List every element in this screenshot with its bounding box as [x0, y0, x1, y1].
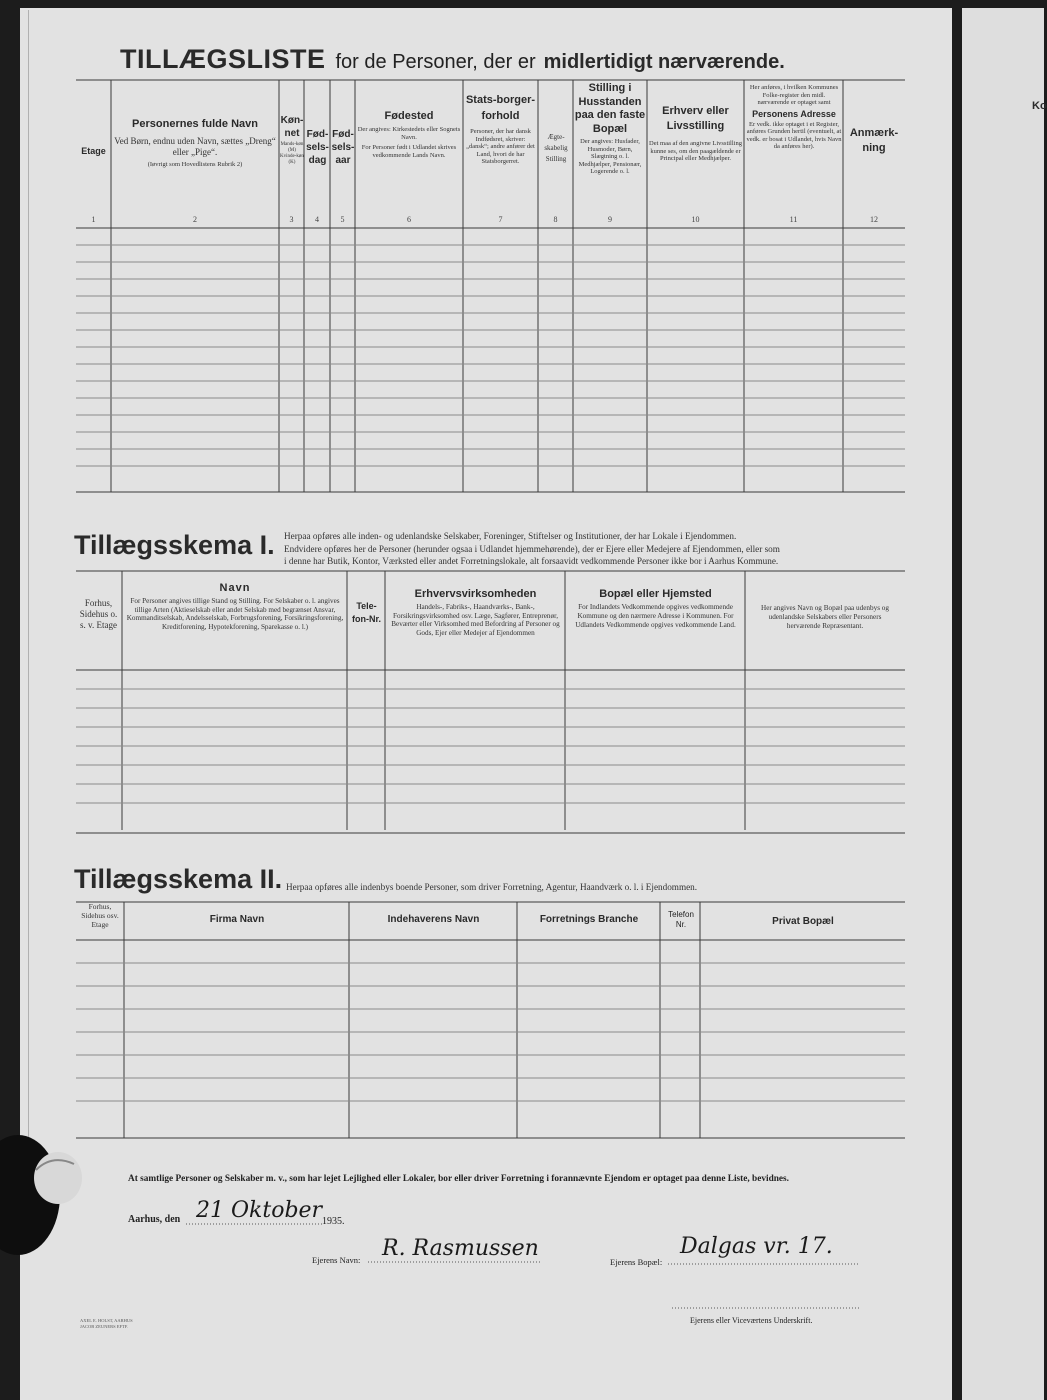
- col-erhverv-header: Erhverv eller Livsstilling Det maa af den angivne Livsstilling kunne ses, om den paagældende er Principal eller Medhjælper.: [649, 105, 742, 162]
- declaration-text: At samtlige Personer og Selskaber m. v., som har lejet Lejlighed eller Lokaler, bor eller driver Forretning i forannævnte Ejendom er optaget paa denne Liste, bevidnes.: [128, 1174, 789, 1184]
- col-number: 1: [91, 215, 96, 224]
- skema1-col-navn: Navn For Personer angives tillige Stand og Stilling. For Selskaber o. l. angives tillige Arten (Aktieselskab eller andet Selskab med begrænset Ansvar, Kommanditselskab, Andelsselskab, Forbrugsforening, Forsikringsforening, Kreditforening, Hypotekforening, Sparekasse o. l.): [126, 582, 344, 631]
- col-aegteskab-header: Ægte-skabelig Stilling: [544, 133, 568, 163]
- skema2-col-firma: Firma Navn: [209, 914, 265, 925]
- skema2-col-branche: Forretnings Branche: [539, 914, 639, 925]
- skema2-col-etage: Forhus, Sidehus osv. Etage: [81, 902, 119, 929]
- col-koen-header: Køn-net Mands-køn (M) Kvinde-køn (K): [280, 115, 304, 165]
- facing-page-fragment: Ko: [1032, 100, 1047, 112]
- col-number: 11: [789, 215, 798, 224]
- col-foedested-header: Fødested Der angives: Kirkestedets eller Sognets Navn. For Personer født i Udlandet skrives vedkommende Lands Navn.: [357, 110, 461, 159]
- owner-name-label: Ejerens Navn:: [312, 1255, 361, 1265]
- date-handwritten: 21 Oktober: [196, 1198, 323, 1223]
- col-foedselsdag-header: Fød-sels-dag: [306, 129, 329, 166]
- col-anmaerkning-header: Anmærk-ning: [849, 127, 899, 154]
- skema1-title: Tillægsskema I.: [74, 530, 275, 560]
- skema2-col-bopael: Privat Bopæl: [772, 916, 834, 927]
- col-number: 10: [691, 215, 700, 224]
- col-number: 4: [315, 215, 319, 224]
- skema2-col-indehaver: Indehaverens Navn: [387, 914, 480, 925]
- skema2-intro: Herpaa opføres alle indenbys boende Personer, som driver Forretning, Agentur, Haandværk o. l. i Ejendommen.: [286, 882, 698, 892]
- col-navn-header: Personernes fulde Navn Ved Børn, endnu uden Navn, sættes „Dreng“ eller „Pige“. (Iøvrigt som Hovedlistens Rubrik 2): [114, 118, 276, 168]
- col-statsborger-header: Stats-borger-forhold Personer, der har dansk Indfødsret, skriver: „dansk“; andre anfører det Land, hvori de har Statsborgerret.: [465, 94, 536, 165]
- col-stilling-header: Stilling i Husstanden paa den faste Bopæl Der angives: Husfader, Husmoder, Børn, Slægtning o. l. Medhjælper, Pensionær, Logerende o. l.: [574, 82, 646, 175]
- skema2-title: Tillægsskema II.: [74, 864, 283, 894]
- col-number: 6: [407, 215, 411, 224]
- skema2-col-telefon: Telefon Nr.: [668, 910, 694, 929]
- col-number: 3: [289, 215, 294, 224]
- col-number: 7: [498, 215, 503, 224]
- col-foedselsaar-header: Fød-sels-aar: [331, 129, 355, 166]
- skema1-col-bopael: Bopæl eller Hjemsted For Indlandets Vedkommende opgives vedkommende Kommune og den nærmere Adresse i Kommunen. For Udlandets Vedkommende opgives vedkommende Land.: [575, 588, 736, 629]
- skema1-col-repraesentant: Her angives Navn og Bopæl paa udenbys og udenlandske Selskabers eller Personers herværende Repræsentant.: [761, 604, 889, 630]
- owner-address-handwritten: Dalgas vr. 17.: [680, 1234, 833, 1259]
- col-number: 12: [870, 215, 878, 224]
- owner-name-handwritten: R. Rasmussen: [382, 1236, 539, 1261]
- skema1-intro: Herpaa opføres alle inden- og udenlandske Selskaber, Foreninger, Stiftelser og Institutioner, der har Lokale i Ejendommen. Endvidere opføres her de Personer (herunder ogsaa i Udlandet hjemmehørende), der er Ejere eller Medejere af Ejendommen, eller som i denne har Butik, Kontor, Værksted eller andet Forretningslokale, alt forsaavidt vedkommende Personer ikke bor i Aarhus Kommune.: [284, 531, 780, 566]
- owner-address-label: Ejerens Bopæl:: [610, 1257, 663, 1267]
- col-number: 9: [608, 215, 612, 224]
- page-title: TILLÆGSLISTE for de Personer, der er midlertidigt nærværende.: [120, 44, 785, 74]
- skema1-col-erhverv: Erhvervsvirksomheden Handels-, Fabriks-, Haandværks-, Bank-, Forsikringsvirksomhed osv. Læge, Sagfører, Entreprenør, Beværter eller Virksomhed med Befordring af Personer og Gods, Ejer eller Medejer af Ejendommen: [391, 588, 560, 637]
- col-number: 5: [340, 215, 345, 224]
- col-adresse-header: Her anføres, i hvilken Kommunes Folke-register den midl. nærværende er optaget samt Personens Adresse Er vedk. ikke optaget i et Register, anføres Grunden hertil (eventuelt, at vedk. er bosat i Udlandet, hvis Navn da anføres her).: [746, 84, 842, 150]
- col-etage-header: Etage: [81, 146, 106, 156]
- col-number: 8: [553, 215, 558, 224]
- skema1-col-etage: Forhus, Sidehus o. s. v. Etage: [79, 598, 118, 630]
- col-number: 2: [193, 215, 197, 224]
- skema1-col-telefon: Tele-fon-Nr.: [352, 601, 381, 624]
- signature-caption: Ejerens eller Viceværtens Underskrift.: [690, 1316, 813, 1325]
- printer-mark: AXEL E. HOLST, AARHUS JACOB ZEUNERS EFTF.: [80, 1318, 133, 1329]
- place-label: Aarhus, den: [128, 1214, 181, 1225]
- year-label: 1935.: [322, 1216, 345, 1227]
